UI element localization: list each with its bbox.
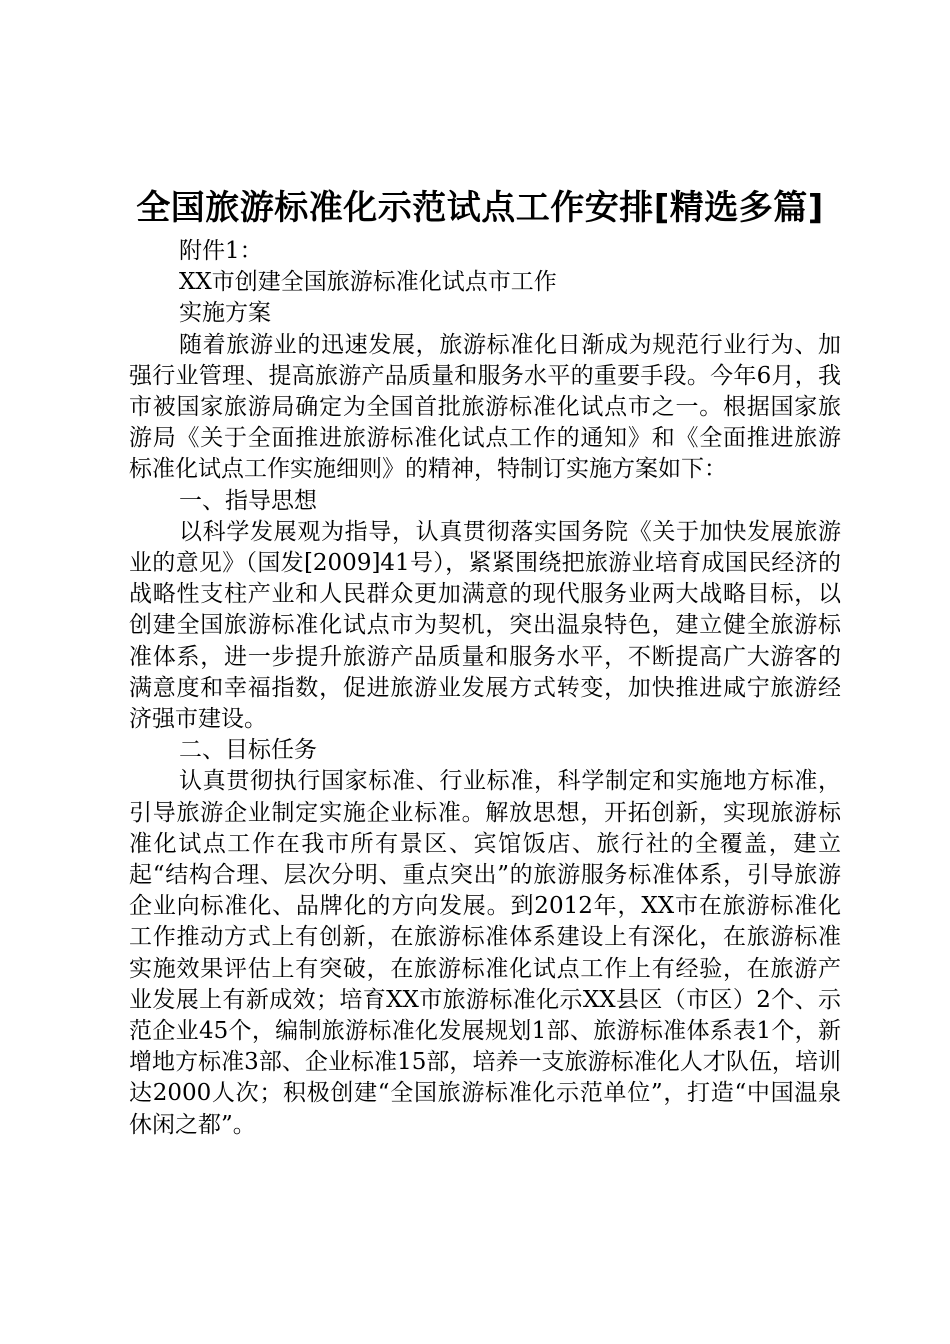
document-body xyxy=(129,236,841,1141)
plan-heading-line-1: XX市创建全国旅游标准化试点市工作 xyxy=(179,269,557,296)
document-title: 全国旅游标准化示范试点工作安排[精选多篇] xyxy=(136,188,824,228)
attachment-label: 附件1： xyxy=(179,238,263,264)
plan-heading-line-2: 实施方案 xyxy=(179,300,271,327)
guiding-ideology-paragraph: 以科学发展观为指导，认真贯彻落实国务院《关于加快发展旅游业的意见》（国发[2009]41号），紧紧围绕把旅游业培育成国民经济的战略性支柱产业和人民群众更加满意的现代服务业两大战略目标，以创建全国旅游标准化试点市为契机，突出温泉特色，建立健全旅游标准体系，进一步提升旅游产品质量和服务水平，不断提高广大游客的满意度和幸福指数，促进旅游业发展方式转变，加快推进咸宁旅游经济强市建设。 xyxy=(129,518,841,733)
intro-paragraph: 随着旅游业的迅速发展，旅游标准化日渐成为规范行业行为、加强行业管理、提高旅游产品质量和服务水平的重要手段。今年6月，我市被国家旅游局确定为全国首批旅游标准化试点市之一。根据国家旅游局《关于全面推进旅游标准化试点工作的通知》和《全面推进旅游标准化试点工作实施细则》的精神，特制订实施方案如下： xyxy=(129,331,841,483)
section-heading-guiding-ideology: 一、指导思想 xyxy=(179,487,317,514)
goals-tasks-paragraph: 认真贯彻执行国家标准、行业标准，科学制定和实施地方标准，引导旅游企业制定实施企业标准。解放思想，开拓创新，实现旅游标准化试点工作在我市所有景区、宾馆饭店、旅行社的全覆盖，建立起“结构合理、层次分明、重点突出”的旅游服务标准体系，引导旅游企业向标准化、品牌化的方向发展。到2012年，XX市在旅游标准化工作推动方式上有创新，在旅游标准体系建设上有深化，在旅游标准实施效果评估上有突破，在旅游标准化试点工作上有经验，在旅游产业发展上有新成效；培育XX市旅游标准化示XX县区（市区）2个、示范企业45个，编制旅游标准化发展规划1部、旅游标准体系表1个，新增地方标准3部、企业标准15部，培养一支旅游标准化人才队伍，培训达2000人次；积极创建“全国旅游标准化示范单位”，打造“中国温泉休闲之都”。 xyxy=(129,768,841,1138)
section-heading-goals-tasks: 二、目标任务 xyxy=(179,737,317,764)
